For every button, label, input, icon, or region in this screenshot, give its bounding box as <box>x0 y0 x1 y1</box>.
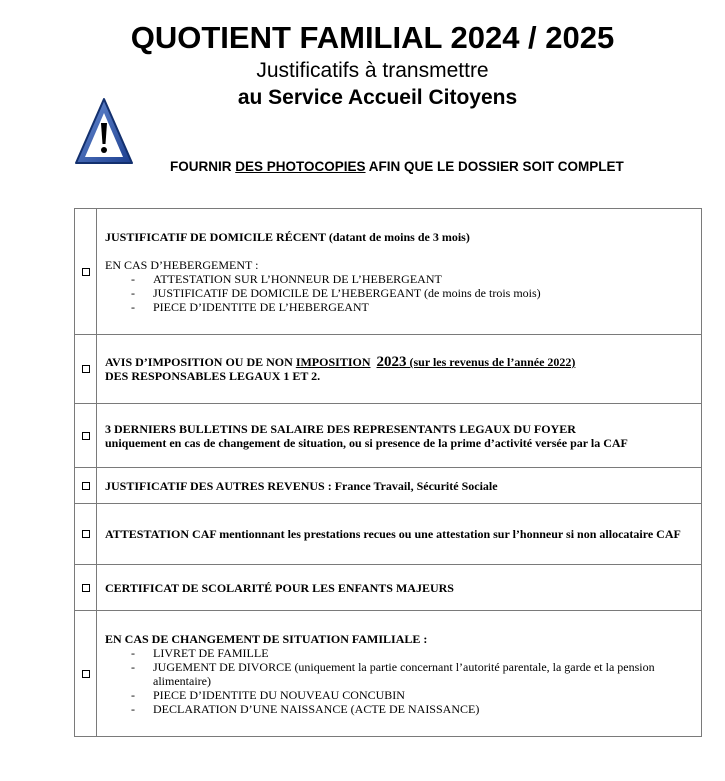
checkbox[interactable] <box>82 670 90 678</box>
list-item: - JUGEMENT DE DIVORCE (uniquement la partie concernant l’autorité parentale, la garde et la pension alimentaire) <box>127 660 695 688</box>
tax-year-note: (sur les revenus de l’année 2022) <box>406 355 576 369</box>
row-content <box>97 611 702 737</box>
checklist-row <box>75 209 702 335</box>
row-line2: DES RESPONSABLES LEGAUX 1 ET 2. <box>105 369 321 383</box>
list-item: - JUSTIFICATIF DE DOMICILE DE L’HEBERGEANT (de moins de trois mois) <box>127 286 695 300</box>
checkbox[interactable] <box>82 365 90 373</box>
checkbox-cell[interactable] <box>75 209 97 335</box>
checkbox-cell[interactable] <box>75 565 97 611</box>
list-item: - PIECE D’IDENTITE DE L’HEBERGEANT <box>127 300 695 314</box>
checkbox-cell[interactable] <box>75 611 97 737</box>
checklist-row <box>75 335 702 404</box>
row-intro: EN CAS D’HEBERGEMENT : <box>105 257 259 272</box>
checkbox[interactable] <box>82 530 90 538</box>
row-prefix: AVIS D’IMPOSITION OU DE NON <box>105 355 296 369</box>
row-content <box>97 209 702 335</box>
notice-prefix: FOURNIR <box>170 159 236 174</box>
row-content <box>97 335 702 404</box>
checkbox[interactable] <box>82 482 90 490</box>
row-underlined: IMPOSITION <box>295 355 371 369</box>
sub-list <box>105 646 695 716</box>
row-line1: 3 DERNIERS BULLETINS DE SALAIRE DES REPRESENTANTS LEGAUX DU FOYER <box>105 421 576 436</box>
row-title: EN CAS DE CHANGEMENT DE SITUATION FAMILIALE : <box>105 631 428 646</box>
sub-list <box>105 272 695 314</box>
checklist-row <box>75 504 702 565</box>
checkbox-cell[interactable] <box>75 504 97 565</box>
notice-suffix: AFIN QUE LE DOSSIER SOIT COMPLET <box>365 159 624 174</box>
photocopy-notice <box>170 158 624 176</box>
row-note: (datant de moins de 3 mois) <box>325 229 470 244</box>
documents-checklist <box>74 208 702 737</box>
list-item: - ATTESTATION SUR L’HONNEUR DE L’HEBERGEANT <box>127 272 695 286</box>
row-content: JUSTIFICATIF DES AUTRES REVENUS : France Travail, Sécurité Sociale <box>97 468 702 504</box>
row-title: JUSTIFICATIF DE DOMICILE RÉCENT <box>105 229 326 244</box>
checkbox[interactable] <box>82 432 90 440</box>
checkbox[interactable] <box>82 268 90 276</box>
checkbox-cell[interactable] <box>75 404 97 468</box>
checkbox-cell[interactable] <box>75 335 97 404</box>
list-item: - DECLARATION D’UNE NAISSANCE (ACTE DE NAISSANCE) <box>127 702 695 716</box>
row-content: CERTIFICAT DE SCOLARITÉ POUR LES ENFANTS MAJEURS <box>97 565 702 611</box>
checkbox[interactable] <box>82 584 90 592</box>
notice-emphasis: DES PHOTOCOPIES <box>235 159 366 174</box>
row-content <box>97 404 702 468</box>
warning-icon <box>74 97 134 167</box>
tax-year: 2023 <box>376 354 407 370</box>
checklist-row <box>75 565 702 611</box>
row-content: ATTESTATION CAF mentionnant les prestations recues ou une attestation sur l’honneur si non allocataire CAF <box>97 504 702 565</box>
checklist-row <box>75 468 702 504</box>
checkbox-cell[interactable] <box>75 468 97 504</box>
document-subtitle: Justificatifs à transmettre <box>256 59 489 82</box>
checklist-row <box>75 404 702 468</box>
list-item: - LIVRET DE FAMILLE <box>127 646 695 660</box>
list-item: - PIECE D’IDENTITE DU NOUVEAU CONCUBIN <box>127 688 695 702</box>
document-title: QUOTIENT FAMILIAL 2024 / 2025 <box>130 20 615 55</box>
service-name: au Service Accueil Citoyens <box>237 86 518 109</box>
checklist-row <box>75 611 702 737</box>
row-line2: uniquement en cas de changement de situation, ou si presence de la prime d’activité versée par la CAF <box>105 435 628 450</box>
